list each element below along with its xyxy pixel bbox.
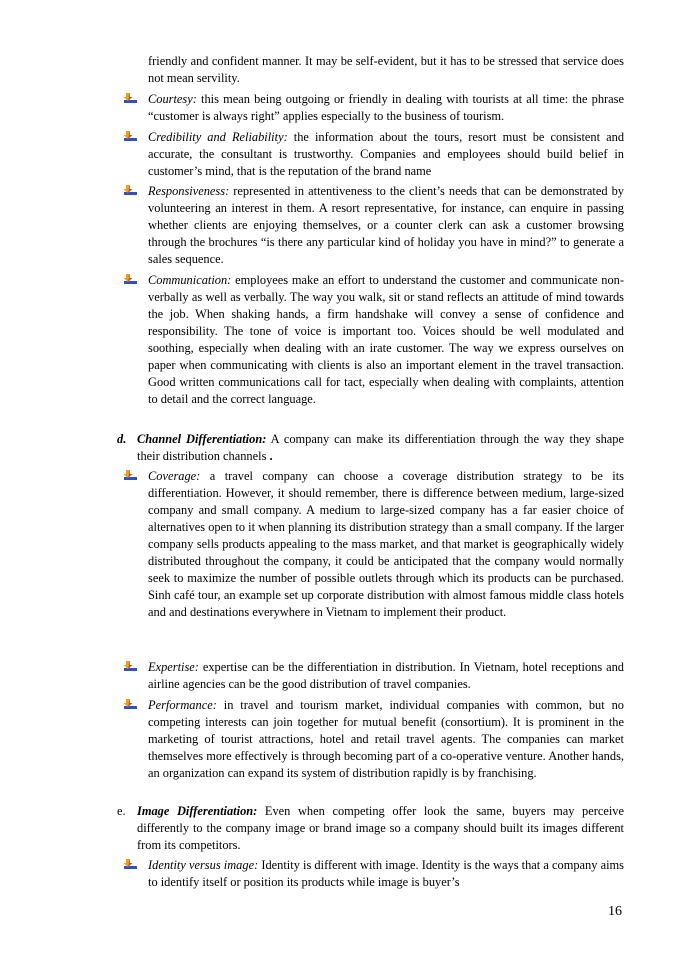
arrow-bullet-icon xyxy=(124,273,140,285)
arrow-bullet-icon xyxy=(124,660,140,672)
bullet-term: Courtesy: xyxy=(148,92,197,106)
bullet-performance xyxy=(148,697,624,782)
arrow-bullet-icon xyxy=(124,698,140,710)
arrow-bullet-icon xyxy=(124,469,140,481)
bullet-text: the information about the tours, resort must be consistent and accurate, the consultant is trustworthy. Companies and employees should build belief in customer’s mind, that is the reputation of the brand name xyxy=(148,130,625,178)
bullet-identity-image xyxy=(148,857,624,891)
section-e-letter: e. xyxy=(117,804,126,818)
section-d-paragraph: Channel Differentiation: A company can make its differentiation through the way they shape their distribution channels . xyxy=(137,432,625,463)
bullet-responsiveness xyxy=(148,183,624,268)
arrow-bullet-icon xyxy=(124,92,140,104)
arrow-bullet-icon xyxy=(124,184,140,196)
bullet-text: Identity is different with image. Identity is the ways that a company aims to identify itself or position its products while image is buyer’s xyxy=(148,858,624,889)
page-number: 16 xyxy=(608,904,622,919)
section-e-paragraph xyxy=(137,803,624,854)
bullet-term: Responsiveness: xyxy=(148,184,230,198)
section-e-heading: Image Differentiation: xyxy=(137,804,258,818)
bullet-text: represented in attentiveness to the client’s needs that can be demonstrated by volunteering an interest in them. A resort representative, for instance, can enquire in passing whether clients are enjoying themselves, or a counter clerk can ask a customer browsing through the brochures “is there any particular kind of holiday you have in mind?” to generate a sales sequence. xyxy=(148,184,624,266)
arrow-bullet-icon xyxy=(124,858,140,870)
bullet-communication xyxy=(148,272,624,408)
arrow-bullet-icon xyxy=(124,130,140,142)
bullet-term: Credibility and Reliability: xyxy=(148,130,288,144)
bullet-text: employees make an effort to understand the customer and communicate non-verbally as well as verbally. The way you walk, sit or stand reflects an attitude of mind towards the job. When shaking hands, a firm handshake will convey a sense of confidence and responsibility. The tone of voice is important too. Voices should be well modulated and soothing, especially when dealing with an irate customer. The way we express ourselves on paper when communicating with clients is also an important element in the travel transaction. Good written communications call for tact, especially when dealing with complaints, attention to detail and the correct language. xyxy=(148,273,624,406)
bullet-courtesy xyxy=(148,91,624,125)
bullet-term: Identity versus image: xyxy=(148,858,259,872)
bullet-term: Performance: xyxy=(148,698,217,712)
section-e-text: Even when competing offer look the same, buyers may perceive differently to the company image or brand image so a company should built its images different from its competitors. xyxy=(137,804,624,852)
bullet-text: in travel and tourism market, individual companies with common, but no competing interests can join together for mutual benefit (consortium). It is prominent in the marketing of tourist attractions, hotel and retail travel agents. The companies can market themselves more effectively is through becoming part of a co-operative venture. Another hands, an organization can expand its system of distribution rapidly is by franchising. xyxy=(148,698,624,780)
bullet-term: Coverage: xyxy=(148,469,201,483)
section-d-heading: Channel Differentiation: xyxy=(137,432,267,446)
section-d-text: A company can make its differentiation through the way they shape their distribution channels xyxy=(137,432,625,463)
bullet-coverage xyxy=(148,468,624,621)
bullet-credibility xyxy=(148,129,624,180)
bullet-text: this mean being outgoing or friendly in dealing with tourists at all time: the phrase “customer is always right” applies especially to the business of tourism. xyxy=(148,92,624,123)
bullet-term: Expertise: xyxy=(148,660,199,674)
bullet-text: a travel company can choose a coverage distribution strategy to be its differentiation. However, it should remember, there is difference between medium, large-sized company and small company. A medium to large-sized company has a far easier choice of alternatives open to it when planning its distribution strategy than a small company. If the larger company sells products appealing to the mass market, and that market is geographically widely distributed throughout the company, it could be anticipated that the company would normally seek to maximize the number of possible outlets through which its products can be purchased. Sinh café tour, an example set up corporate distribution with almost famous middle class hotels and and destinations everywhere in Vietnam to implement their product. xyxy=(148,469,624,619)
section-d-letter: d. xyxy=(117,432,127,446)
bullet-expertise xyxy=(148,659,624,693)
intro-paragraph: friendly and confident manner. It may be self-evident, but it has to be stressed that service does not mean servility. xyxy=(148,54,624,85)
bullet-text: expertise can be the differentiation in distribution. In Vietnam, hotel receptions and airline agencies can be the good distribution of travel companies. xyxy=(148,660,624,691)
bullet-term: Communication: xyxy=(148,273,232,287)
